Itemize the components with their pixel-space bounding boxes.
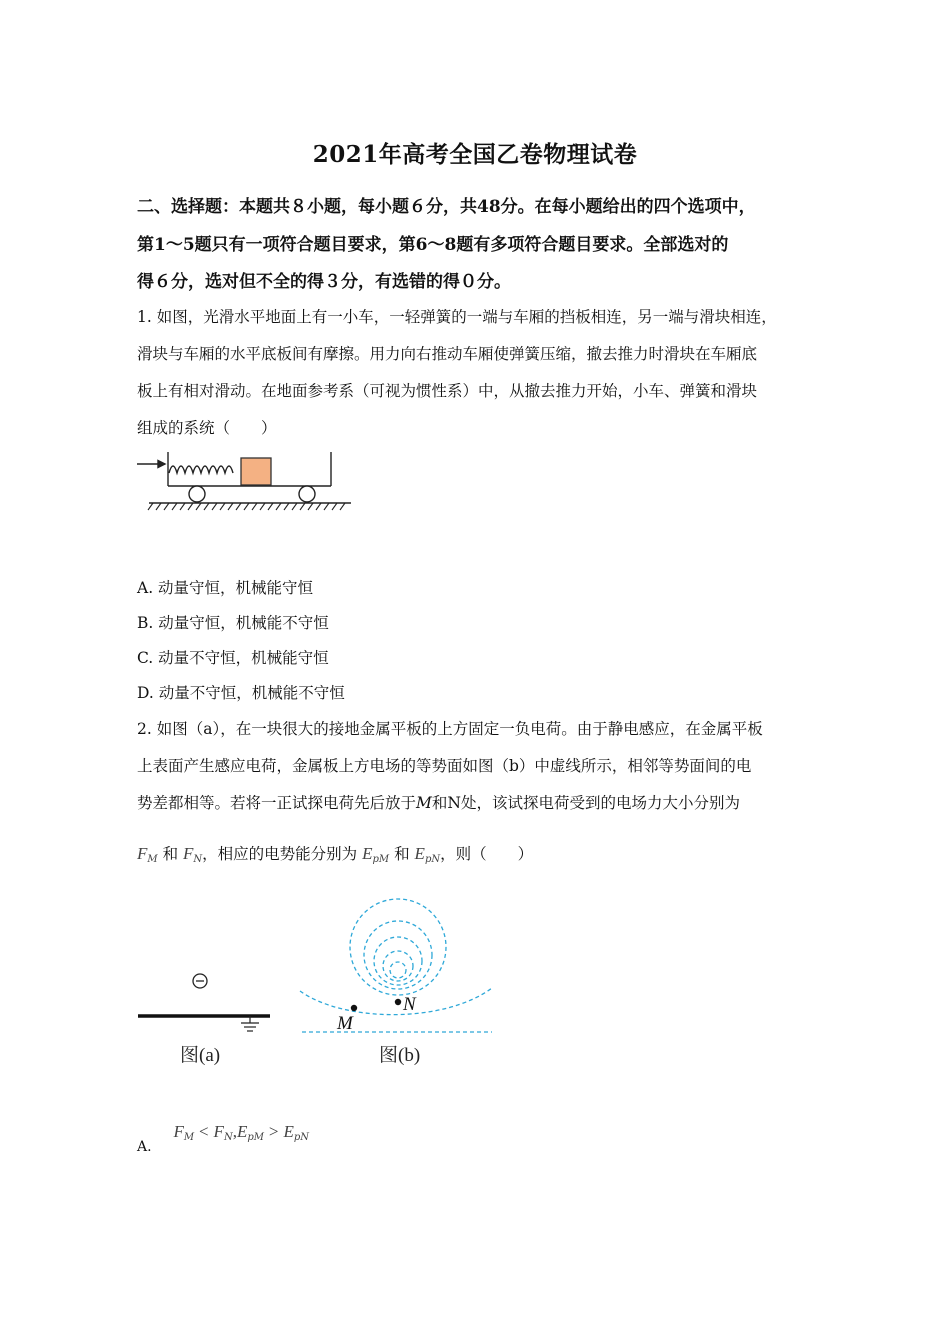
q1-option-b[interactable]: B. 动量守恒，机械能不守恒 bbox=[137, 614, 329, 632]
exam-title: 2021年高考全国乙卷物理试卷 bbox=[312, 141, 638, 168]
q1-cart-figure bbox=[135, 448, 360, 513]
figure-b-label: 图(b) bbox=[379, 1045, 421, 1066]
q2-option-a[interactable]: A. $F_M < F_N,E_{pM} > E_{pN}$ bbox=[137, 1122, 309, 1155]
q2-text-line-3: 势差都相等。若将一正试探电荷先后放于M和N处，该试探电荷受到的电场力大小分别为 bbox=[137, 794, 740, 812]
q1-text-line-3: 板上有相对滑动。在地面参考系（可视为惯性系）中，从撤去推力开始，小车、弹簧和滑块 bbox=[137, 382, 758, 400]
q2-text-line-4: $F_M$ 和 $F_N$，相应的电势能分别为 $E_{pM}$ 和 $E_{pN}$，则（ ） bbox=[137, 844, 534, 865]
negative-charge-glyph bbox=[192, 970, 206, 990]
figure-b bbox=[300, 899, 492, 1032]
point-m-dot bbox=[351, 1005, 357, 1011]
q2-text-line-1: 2. 如图（a），在一块很大的接地金属平板的上方固定一负电荷。由于静电感应，在金属平板 bbox=[137, 720, 763, 738]
section-instruction-line-3: 得６分，选对但不全的得３分，有选错的得０分。 bbox=[137, 272, 511, 292]
q2-text-line-2: 上表面产生感应电荷，金属板上方电场的等势面如图（b）中虚线所示，相邻等势面间的电 bbox=[137, 757, 752, 775]
equipotential-circle-4 bbox=[383, 951, 413, 981]
equipotential-circle-3 bbox=[374, 937, 422, 985]
q1-option-d[interactable]: D. 动量不守恒，机械能不守恒 bbox=[137, 684, 345, 702]
q1-text-line-2: 滑块与车厢的水平底板间有摩擦。用力向右推动车厢使弹簧压缩，撤去推力时滑块在车厢底 bbox=[137, 345, 758, 363]
point-n-label: N bbox=[403, 994, 416, 1015]
point-n-dot bbox=[395, 999, 401, 1005]
point-m-label: M bbox=[337, 1013, 353, 1034]
equipotential-circle-5 bbox=[390, 962, 406, 978]
cart-wheel-right bbox=[299, 486, 315, 502]
q1-option-c[interactable]: C. 动量不守恒，机械能守恒 bbox=[137, 649, 329, 667]
figure-a-label: 图(a) bbox=[180, 1045, 221, 1066]
ground-hatching bbox=[148, 503, 345, 510]
spring bbox=[169, 466, 233, 473]
q1-text-line-1: 1. 如图，光滑水平地面上有一小车，一轻弹簧的一端与车厢的挡板相连，另一端与滑块相连， bbox=[137, 308, 777, 326]
q1-text-line-4: 组成的系统（ ） bbox=[137, 419, 277, 437]
section-instruction-line-2: 第1～5题只有一项符合题目要求，第6～8题有多项符合题目要求。全部选对的 bbox=[137, 235, 729, 255]
cart-wheel-left bbox=[189, 486, 205, 502]
q2-point-n-inline: N bbox=[447, 794, 461, 812]
q2-figures bbox=[130, 895, 510, 1075]
q1-option-a[interactable]: A. 动量守恒，机械能守恒 bbox=[137, 579, 314, 597]
push-arrow-head bbox=[158, 461, 165, 468]
q2-point-m-inline: M bbox=[416, 794, 432, 812]
section-instruction-line-1: 二、选择题：本题共８小题，每小题６分，共48分。在每小题给出的四个选项中， bbox=[137, 197, 756, 217]
sliding-block bbox=[241, 458, 271, 485]
